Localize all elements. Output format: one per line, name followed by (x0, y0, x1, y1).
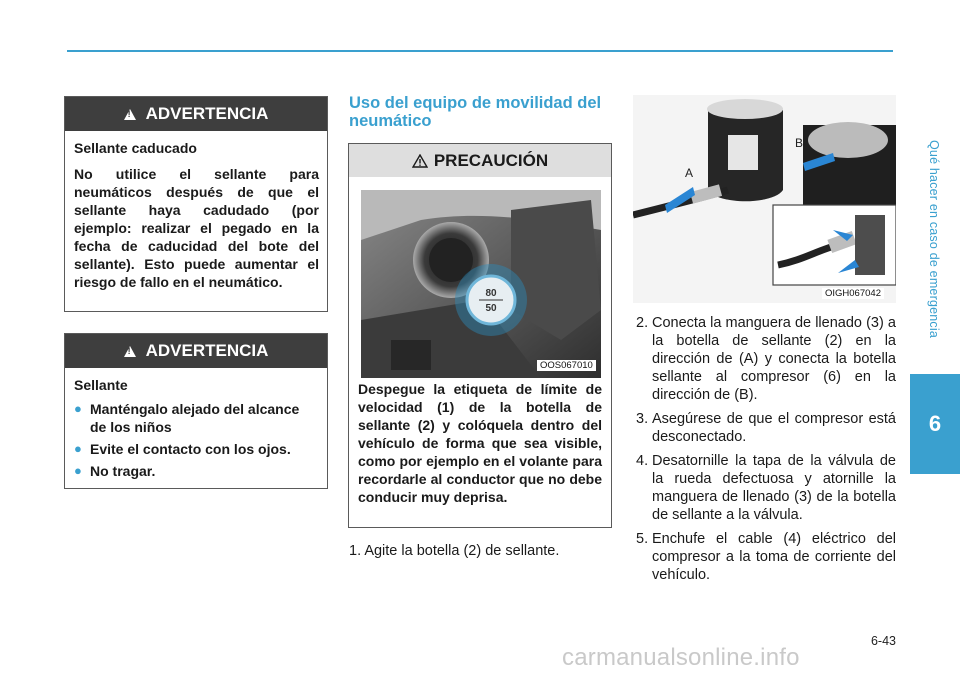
compressor-photo (633, 95, 896, 303)
warning-title: Sellante (74, 377, 128, 393)
warning-text: No utilice el sellante para neumáticos después de que el sellante haya cadudado (por ejemplo: realizar el pegado en la fecha de caducidad del bote del sellante). Esto puede aumentar el riesgo de fallo en el neumático. (74, 166, 319, 290)
warning-box-sealant (64, 333, 328, 489)
caution-text: Despegue la etiqueta de límite de velocidad (1) de la botella de sellante (2) y colóquela dentro del vehículo de forma que sea visible, como por ejemplo en el volante para recordarle al conductor que no debe conducir muy deprisa. (358, 381, 602, 505)
warning-bullet (74, 400, 319, 436)
warning-title: Sellante caducado (74, 140, 197, 156)
bullet-text: Manténgalo alejado del alcance de los niños (90, 401, 300, 435)
list-item (636, 314, 896, 404)
step-text: Desatornille la tapa de la válvula de la rueda defectuosa y atornille la manguera de llenado (3) de la botella de sellante a la válvula. (652, 453, 896, 523)
steps-list (636, 314, 896, 584)
bullet-text: Evite el contacto con los ojos. (90, 441, 291, 457)
watermark[interactable]: carmanualsonline.info (562, 644, 800, 671)
list-item (636, 410, 896, 446)
dashboard-illustration (361, 190, 601, 378)
caution-triangle-icon (412, 154, 428, 168)
image-label-b: B (795, 136, 804, 150)
header-rule (67, 50, 893, 52)
bullet-text: No tragar. (90, 463, 156, 479)
warning-bullet (74, 462, 319, 480)
step-number: 4. (636, 453, 649, 469)
step-number: 2. (636, 315, 649, 331)
list-item (636, 452, 896, 524)
image-code: OOS067010 (537, 360, 596, 371)
chapter-title-text: Qué hacer en caso de emergencia (927, 140, 941, 338)
bullet-dot-icon: ● (74, 441, 82, 456)
warning-header (65, 97, 327, 131)
warning-box-expired-sealant (64, 96, 328, 312)
compressor-illustration (633, 95, 896, 303)
warning-body (65, 368, 327, 488)
caution-box (348, 143, 612, 528)
image-code: OIGH067042 (822, 288, 884, 299)
step-text: Enchufe el cable (4) eléctrico del compresor a la toma de corriente del vehículo. (652, 531, 896, 583)
caution-heading: PRECAUCIÓN (433, 150, 549, 170)
chapter-number-tab[interactable] (910, 374, 960, 474)
warning-heading: ADVERTENCIA (145, 104, 269, 123)
chapter-number: 6 (928, 411, 942, 436)
step-text: Conecta la manguera de llenado (3) a la botella de sellante (2) en la dirección de (A) y conecta la botella sellante al compresor (6) en la dirección de (B). (652, 315, 896, 403)
chapter-side-title (906, 80, 960, 370)
image-label-a: A (685, 166, 694, 180)
warning-heading: ADVERTENCIA (145, 341, 269, 360)
step-1: 1. Agite la botella (2) de sellante. (349, 543, 560, 559)
warning-body (65, 131, 327, 299)
speed-label-top: 80 (485, 288, 497, 299)
warning-header (65, 334, 327, 368)
bullet-dot-icon: ● (74, 463, 82, 478)
warning-triangle-icon (124, 346, 136, 357)
warning-bullet (74, 440, 319, 458)
step-text: Asegúrese de que el compresor está desconectado. (652, 411, 896, 445)
warning-triangle-icon (124, 109, 136, 120)
list-item (636, 530, 896, 584)
step-number: 5. (636, 531, 649, 547)
step-number: 3. (636, 411, 649, 427)
page-number: 6-43 (870, 634, 896, 648)
section-heading: Uso del equipo de movilidad del neumático (349, 94, 602, 130)
caution-header (349, 144, 611, 177)
bullet-dot-icon: ● (74, 401, 82, 416)
speed-label-bottom: 50 (485, 303, 497, 314)
dashboard-photo (361, 190, 601, 378)
